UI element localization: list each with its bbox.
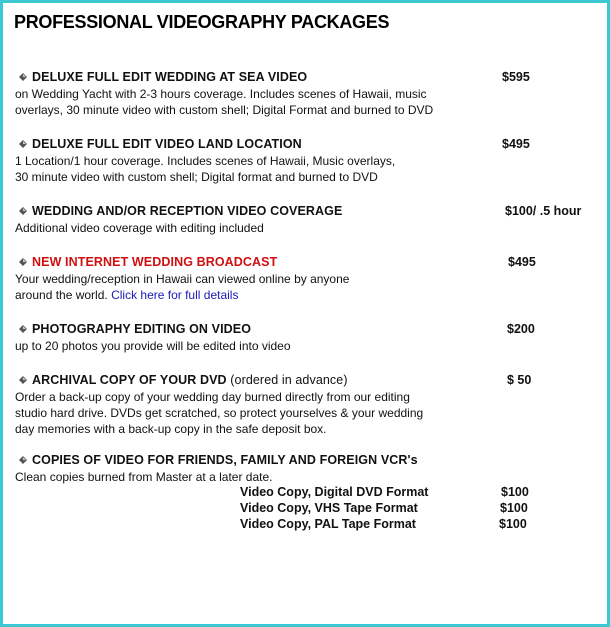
copy-price: $100 xyxy=(501,485,529,499)
package-description: Order a back-up copy of your wedding day burned directly from our editing studio hard drive. DVDs get scratched, so protect yourselves & your wedding day memories with a back-up copy in the safe deposit box. xyxy=(15,390,424,436)
package-name: WEDDING AND/OR RECEPTION VIDEO COVERAGE xyxy=(32,204,343,218)
diamond-bullet-icon xyxy=(19,207,27,215)
copy-row xyxy=(240,501,540,517)
package-video-copies xyxy=(15,453,600,485)
package-name: DELUXE FULL EDIT VIDEO LAND LOCATION xyxy=(32,137,302,151)
package-price: $495 xyxy=(502,137,530,151)
diamond-bullet-icon xyxy=(19,73,27,81)
copy-price: $100 xyxy=(499,517,527,531)
package-price: $595 xyxy=(502,70,530,84)
copy-row xyxy=(240,485,540,501)
package-sea-video xyxy=(15,70,600,118)
package-name xyxy=(32,373,348,387)
package-description: 1 Location/1 hour coverage. Includes scenes of Hawaii, Music overlays, 30 minute video with custom shell; Digital format and burned to DVD xyxy=(15,154,396,184)
package-land-location xyxy=(15,137,600,185)
package-name: NEW INTERNET WEDDING BROADCAST xyxy=(32,255,278,269)
package-name: COPIES OF VIDEO FOR FRIENDS, FAMILY AND FOREIGN VCR's xyxy=(32,453,418,467)
package-description: Clean copies burned from Master at a later date. xyxy=(15,470,273,484)
package-price: $ 50 xyxy=(507,373,532,387)
package-price: $100/ .5 hour xyxy=(505,204,582,218)
diamond-bullet-icon xyxy=(19,325,27,333)
package-internet-broadcast xyxy=(15,255,600,303)
package-price: $200 xyxy=(507,322,535,336)
diamond-bullet-icon xyxy=(19,140,27,148)
package-description-text: Your wedding/reception in Hawaii can viewed online by anyone around the world. xyxy=(15,272,350,302)
package-note: (ordered in advance) xyxy=(230,373,348,387)
page-title: PROFESSIONAL VIDEOGRAPHY PACKAGES xyxy=(14,12,390,32)
copy-row xyxy=(240,517,540,533)
copy-label: Video Copy, PAL Tape Format xyxy=(240,517,416,531)
copy-label: Video Copy, VHS Tape Format xyxy=(240,501,418,515)
package-name: DELUXE FULL EDIT WEDDING AT SEA VIDEO xyxy=(32,70,308,84)
package-reception-coverage xyxy=(15,204,600,236)
package-description xyxy=(15,271,600,303)
package-name-text: ARCHIVAL COPY OF YOUR DVD xyxy=(32,373,227,387)
diamond-bullet-icon xyxy=(19,376,27,384)
package-price: $495 xyxy=(508,255,536,269)
copy-price: $100 xyxy=(500,501,528,515)
copy-price-list xyxy=(240,485,540,533)
diamond-bullet-icon xyxy=(19,456,27,464)
full-details-link[interactable]: Click here for full details xyxy=(111,288,239,302)
package-description: on Wedding Yacht with 2-3 hours coverage. Includes scenes of Hawaii, music overlays, 30 minute video with custom shell; Digital Format and burned to DVD xyxy=(15,87,434,117)
copy-label: Video Copy, Digital DVD Format xyxy=(240,485,429,499)
package-archival-copy xyxy=(15,373,600,437)
package-description: up to 20 photos you provide will be edited into video xyxy=(15,339,291,353)
package-photo-editing xyxy=(15,322,600,354)
diamond-bullet-icon xyxy=(19,258,27,266)
package-description: Additional video coverage with editing included xyxy=(15,221,264,235)
package-name: PHOTOGRAPHY EDITING ON VIDEO xyxy=(32,322,252,336)
